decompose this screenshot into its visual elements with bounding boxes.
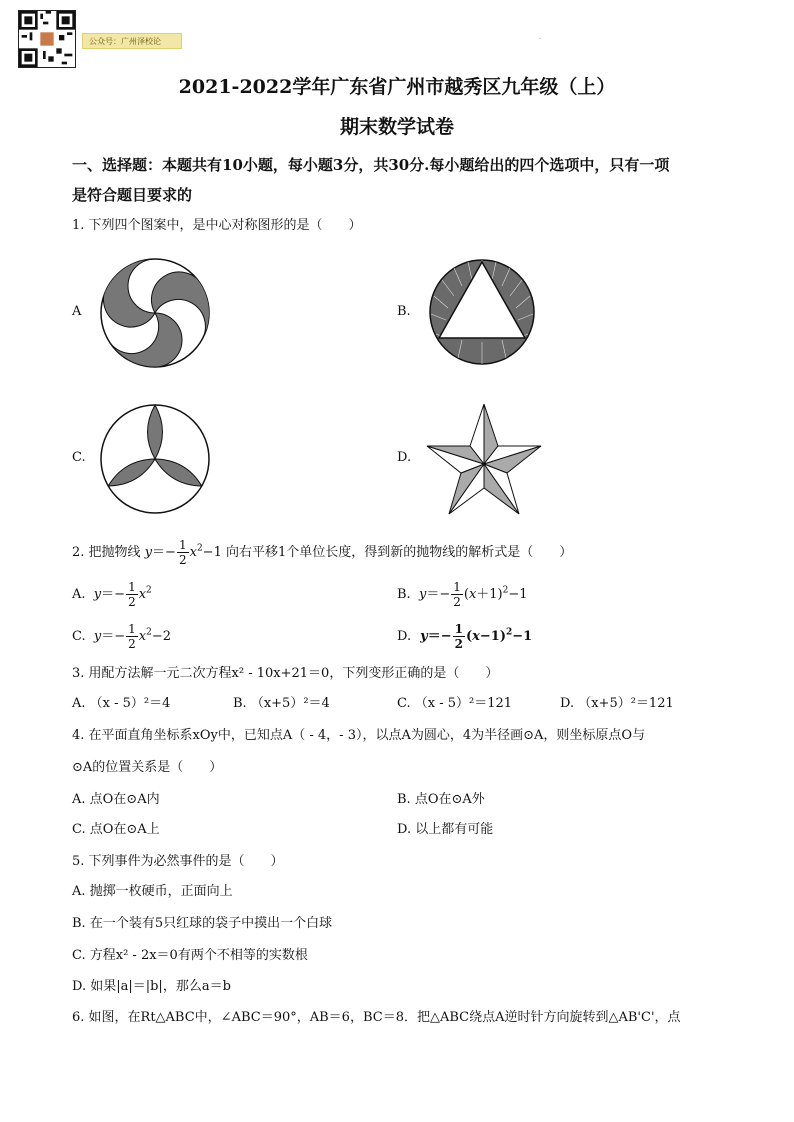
q3-option-c: C. （x - 5）²＝121 <box>397 696 513 711</box>
q2-stem <box>72 538 572 567</box>
q4-option-d: D. 以上都有可能 <box>397 822 494 837</box>
q1-figure-d-star <box>424 402 544 516</box>
qr-code <box>18 10 76 68</box>
q2-formula: y＝− $\frac{1}{2}$ $x^2-1$ <box>144 538 222 567</box>
q1-option-a-label: A <box>72 304 82 319</box>
q3-option-b: B. （x+5）²＝4 <box>233 696 330 711</box>
q1-figure-a-triskelion <box>98 256 212 370</box>
q4-stem-line2: ⊙A的位置关系是（ ） <box>72 760 223 775</box>
q2-option-a: A. y＝− $\frac{1}{2}$ $x^2$ <box>72 580 152 609</box>
q1-figure-c-three-petals <box>98 402 212 516</box>
q3-option-d: D. （x+5）²＝121 <box>560 696 674 711</box>
q2-option-a-label: A. <box>72 587 86 602</box>
q4-stem-line1: 4. 在平面直角坐标系xOy中，已知点A（ - 4，- 3），以点A为圆心，4为半径画⊙A，则坐标原点O与 <box>72 728 646 743</box>
q2-option-d-label: D. <box>397 629 412 644</box>
q1-figure-b-circle-triangle <box>428 258 536 366</box>
q2-option-b-label: B. <box>397 587 411 602</box>
q1-option-d-label: D. <box>397 450 412 465</box>
q2-stem-post: 向右平移1个单位长度，得到新的抛物线的解析式是（ ） <box>225 545 573 560</box>
q5-option-d: D. 如果|a|＝|b|，那么a＝b <box>72 979 231 994</box>
q2-option-b: B. y＝− $\frac{1}{2}$ $(x+1)^2-1$ <box>397 580 528 609</box>
q2-option-c: C. y＝− $\frac{1}{2}$ $x^2-2$ <box>72 622 172 651</box>
section-heading-line2: 是符合题目要求的 <box>72 186 193 204</box>
q4-option-a: A. 点O在⊙A内 <box>72 792 160 807</box>
q4-option-b: B. 点O在⊙A外 <box>397 792 485 807</box>
q4-option-c: C. 点O在⊙A上 <box>72 822 160 837</box>
q1-stem: 1. 下列四个图案中，是中心对称图形的是（ ） <box>72 218 362 233</box>
q1-option-b-label: B. <box>397 304 411 319</box>
q3-stem: 3. 用配方法解一元二次方程x² - 10x+21＝0，下列变形正确的是（ ） <box>72 666 499 681</box>
section-heading-line1: 一、选择题：本题共有10小题，每小题3分，共30分.每小题给出的四个选项中，只有一项 <box>72 156 670 174</box>
q3-option-a: A. （x - 5）²＝4 <box>72 696 171 711</box>
q2-option-c-label: C. <box>72 629 86 644</box>
page-title: 2021-2022学年广东省广州市越秀区九年级（上） <box>178 76 616 98</box>
q5-stem: 5. 下列事件为必然事件的是（ ） <box>72 854 284 869</box>
wechat-tag: 公众号：广州泽校论 <box>82 33 182 49</box>
q1-option-c-label: C. <box>72 450 86 465</box>
q5-option-c: C. 方程x² - 2x＝0有两个不相等的实数根 <box>72 948 308 963</box>
q6-stem: 6. 如图，在Rt△ABC中，∠ABC＝90°，AB＝6，BC＝8．把△ABC绕点A逆时针方向旋转到△AB'C'，点 <box>72 1010 681 1025</box>
q2-stem-pre: 2. 把抛物线 <box>72 545 141 560</box>
q2-option-d: D. y＝− $\frac{1}{2}$ $(x-1)^2-1$ <box>397 622 533 651</box>
qr-code-icon <box>19 11 75 67</box>
section-heading <box>72 150 732 210</box>
q5-option-a: A. 抛掷一枚硬币，正面向上 <box>72 884 233 899</box>
page-subtitle: 期末数学试卷 <box>339 116 454 138</box>
stray-mark: · <box>539 36 541 43</box>
q5-option-b: B. 在一个装有5只红球的袋子中摸出一个白球 <box>72 916 333 931</box>
